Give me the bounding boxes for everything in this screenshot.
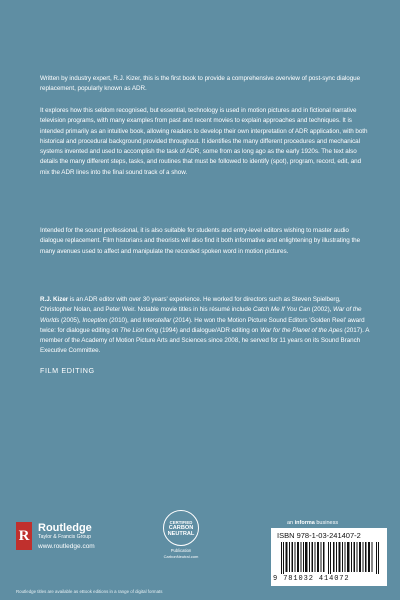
- film-title: The Lion King: [120, 326, 159, 334]
- publisher-text: [38, 522, 95, 550]
- barcode-digits: 9 781032 414072: [273, 575, 350, 583]
- isbn-label: ISBN 978-1-03-241407-2: [277, 531, 361, 540]
- bio-text: (2002),: [310, 306, 334, 314]
- bio-text: (2010), and: [107, 316, 143, 324]
- film-title: Catch Me If You Can: [252, 306, 311, 314]
- cert-main-text-2: NEUTRAL: [167, 530, 195, 537]
- bio-text: (2017). A member of the Academy of Motion Picture Arts and Sciences since 2008, he served for 11 years on its Sound Branch Executive Committee.: [40, 326, 370, 355]
- author-bio: [40, 295, 370, 357]
- carbon-neutral-icon: [163, 510, 199, 546]
- cert-main-text: CARBON: [168, 524, 194, 531]
- publisher-name: Routledge: [38, 522, 92, 534]
- film-title: War for the Planet of the Apes: [260, 326, 343, 334]
- bio-text: is an ADR editor with over 30 years' experience. He worked for directors such as Steven Spielberg, Christopher Nolan, and Peter Weir. Notable movie titles in his résumé include: [40, 296, 341, 314]
- publisher-group: Taylor & Francis Group: [38, 534, 92, 540]
- category-label: FILM EDITING: [40, 366, 95, 375]
- bio-text: (1994) and dialogue/ADR editing on: [158, 326, 261, 334]
- cert-url-text: CarbonNeutral.com: [163, 554, 199, 559]
- film-title: Inception: [82, 316, 108, 324]
- bio-text: (2005),: [59, 316, 83, 324]
- bio-text: (2014). He won the Motion Picture Sound Editors 'Golden Reel' award twice: for dialogue editing on: [40, 316, 365, 334]
- informa-brand: informa: [294, 520, 315, 526]
- informa-tagline: [287, 520, 338, 526]
- publisher-block: [16, 522, 95, 550]
- author-name: R.J. Kizer: [40, 296, 69, 303]
- ebook-note: Routledge titles are available as eBook editions in a range of digital formats: [16, 589, 163, 594]
- informa-suffix: business: [314, 520, 339, 526]
- routledge-logo-icon: [16, 522, 32, 550]
- intro-paragraph: Written by industry expert, R.J. Kizer, this is the first book to provide a comprehensive overview of post-sync dialogue replacement, popularly known as ADR.: [40, 75, 361, 93]
- logo-letter: R: [18, 527, 30, 544]
- description-paragraph: It explores how this seldom recognised, but essential, technology is used in motion pictures and in fictional narrative television programs, with many examples from past and recent movies to explain approaches and techniques. It is intended primarily as an intuitive book, allowing readers to develop their own interpretation of ADR application, with both historical and procedural background provided throughout. It identifies the many different procedures and mechanical systems invented and used to accomplish the task of ADR, some from as long ago as the early 1920s. The text also details the many different steps, tasks, and routines that must be followed to identify (spot), program, record, edit, and mix the ADR lines into the final sound track of a show.: [40, 107, 368, 176]
- isbn-barcode: [271, 528, 387, 586]
- barcode-icon: [281, 542, 379, 574]
- informa-prefix: an: [287, 520, 295, 526]
- publisher-url: www.routledge.com: [38, 543, 95, 550]
- audience-paragraph: Intended for the sound professional, it is also suitable for students and entry-level editors wishing to master audio dialogue replacement. Film historians and theorists will also find it both informative and enlightening by illustrating the many avenues used to affect and manipulate the recorded spoken word in motion pictures.: [40, 227, 361, 255]
- cert-publication-text: Publication: [170, 548, 192, 553]
- film-title: Interstellar: [142, 316, 172, 324]
- cert-top-text: CERTIFIED: [169, 519, 193, 525]
- carbon-neutral-badge: [157, 510, 205, 559]
- film-title: War of the Worlds: [40, 306, 362, 324]
